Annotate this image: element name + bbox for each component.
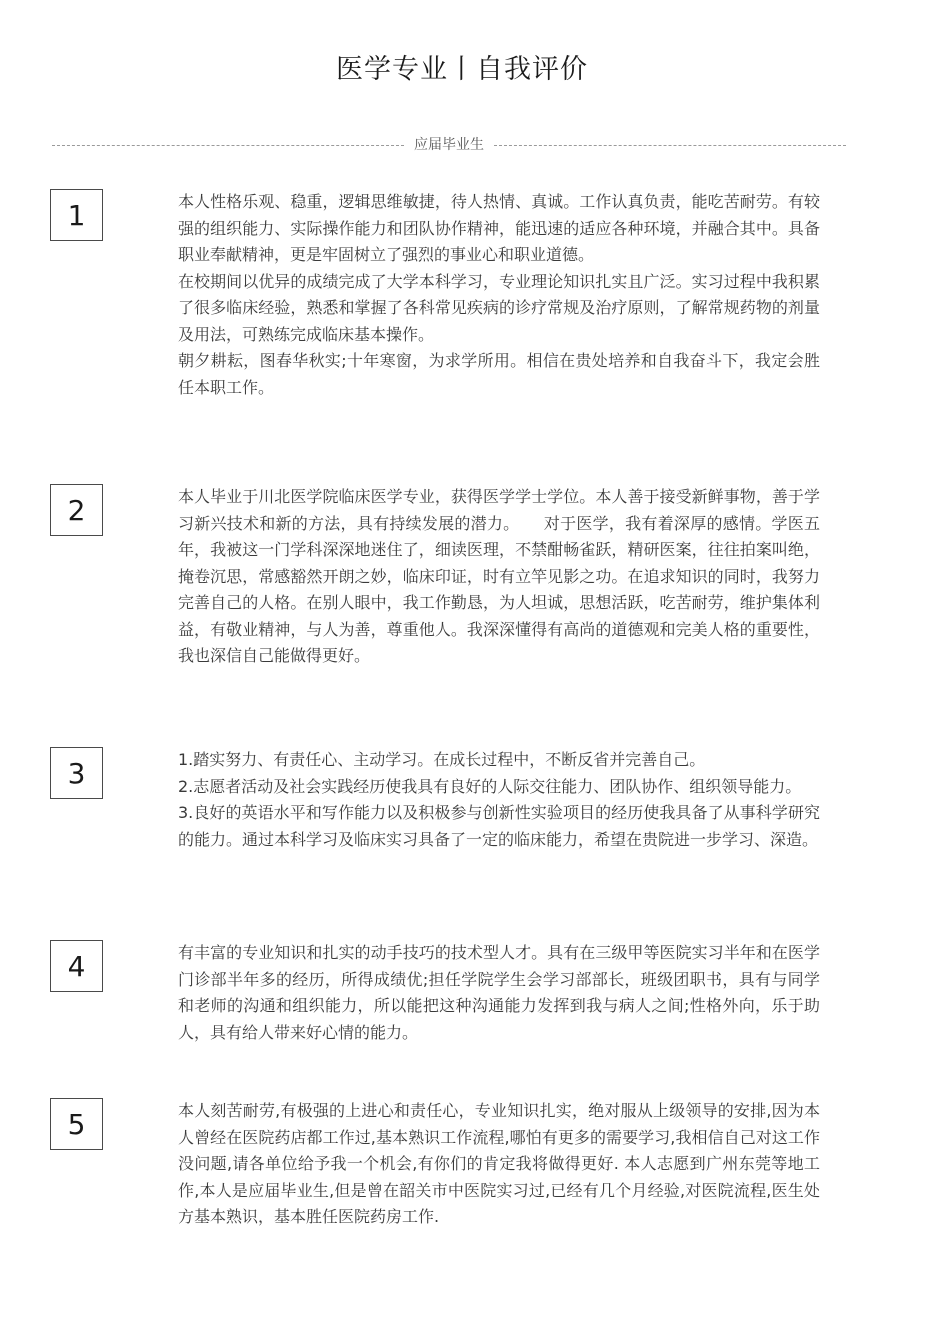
- paragraph: 朝夕耕耘，图春华秋实;十年寒窗，为求学所用。相信在贵处培养和自我奋斗下，我定会胜任本职工作。: [178, 351, 820, 397]
- section-number-box: 2: [50, 484, 103, 536]
- section-text: [178, 484, 820, 670]
- paragraph: 本人性格乐观、稳重，逻辑思维敏捷，待人热情、真诚。工作认真负责，能吃苦耐劳。有较强的组织能力、实际操作能力和团队协作精神，能迅速的适应各种环境，并融合其中。具备职业奉献精神，更是牢固树立了强烈的事业心和职业道德。: [178, 192, 820, 264]
- section-text: [178, 1098, 820, 1231]
- section-text: [178, 940, 820, 1046]
- paragraph: 在校期间以优异的成绩完成了大学本科学习，专业理论知识扎实且广泛。实习过程中我积累了很多临床经验，熟悉和掌握了各科常见疾病的诊疗常规及治疗原则，了解常规药物的剂量及用法，可熟练完成临床基本操作。: [178, 271, 820, 344]
- dashed-rule-left: [52, 145, 404, 146]
- section-number-box: 5: [50, 1098, 103, 1150]
- section-number-box: 1: [50, 189, 103, 241]
- section-number-box: 3: [50, 747, 103, 799]
- paragraph: 有丰富的专业知识和扎实的动手技巧的技术型人才。具有在三级甲等医院实习半年和在医学门诊部半年多的经历，所得成绩优;担任学院学生会学习部部长，班级团职书，具有与同学和老师的沟通和组织能力，所以能把这种沟通能力发挥到我与病人之间;性格外向，乐于助人，具有给人带来好心情的能力。: [178, 943, 820, 1042]
- page-title: 医学专业丨自我评价: [336, 54, 588, 85]
- paragraph: 本人毕业于川北医学院临床医学专业，获得医学学士学位。本人善于接受新鲜事物，善于学习新兴技术和新的方法，具有持续发展的潜力。 对于医学，我有着深厚的感情。学医五年，我被这一门学科深深地迷住了，细读医理，不禁酣畅雀跃，精研医案，往往拍案叫绝，掩卷沉思，常感豁然开朗之妙，临床印证，时有立竿见影之功。在追求知识的同时，我努力完善自己的人格。在别人眼中，我工作勤恳，为人坦诚，思想活跃，吃苦耐劳，维护集体利益，有敬业精神，与人为善，尊重他人。我深深懂得有高尚的道德观和完美人格的重要性，我也深信自己能做得更好。: [178, 487, 820, 665]
- paragraph: 本人刻苦耐劳,有极强的上进心和责任心，专业知识扎实，绝对服从上级领导的安排,因为本人曾经在医院药店都工作过,基本熟识工作流程,哪怕有更多的需要学习,我相信自己对这工作没问题,请各单位给予我一个机会,有你们的肯定我将做得更好. 本人志愿到广州东莞等地工作,本人是应届毕业生,但是曾在韶关市中医院实习过,已经有几个月经验,对医院流程,医生处方基本熟识，基本胜任医院药房工作.: [178, 1101, 820, 1226]
- subtitle-divider: [52, 134, 846, 156]
- dashed-rule-right: [494, 145, 846, 146]
- subtitle: 应届毕业生: [414, 137, 484, 153]
- paragraph: 1.踏实努力、有责任心、主动学习。在成长过程中，不断反省并完善自己。: [178, 750, 706, 769]
- section-text: [178, 189, 820, 401]
- paragraph: 3.良好的英语水平和写作能力以及积极参与创新性实验项目的经历使我具备了从事科学研究的能力。通过本科学习及临床实习具备了一定的临床能力，希望在贵院进一步学习、深造。: [178, 803, 820, 849]
- paragraph: 2.志愿者活动及社会实践经历使我具有良好的人际交往能力、团队协作、组织领导能力。: [178, 776, 802, 796]
- section-number-box: 4: [50, 940, 103, 992]
- section-text: [178, 747, 820, 853]
